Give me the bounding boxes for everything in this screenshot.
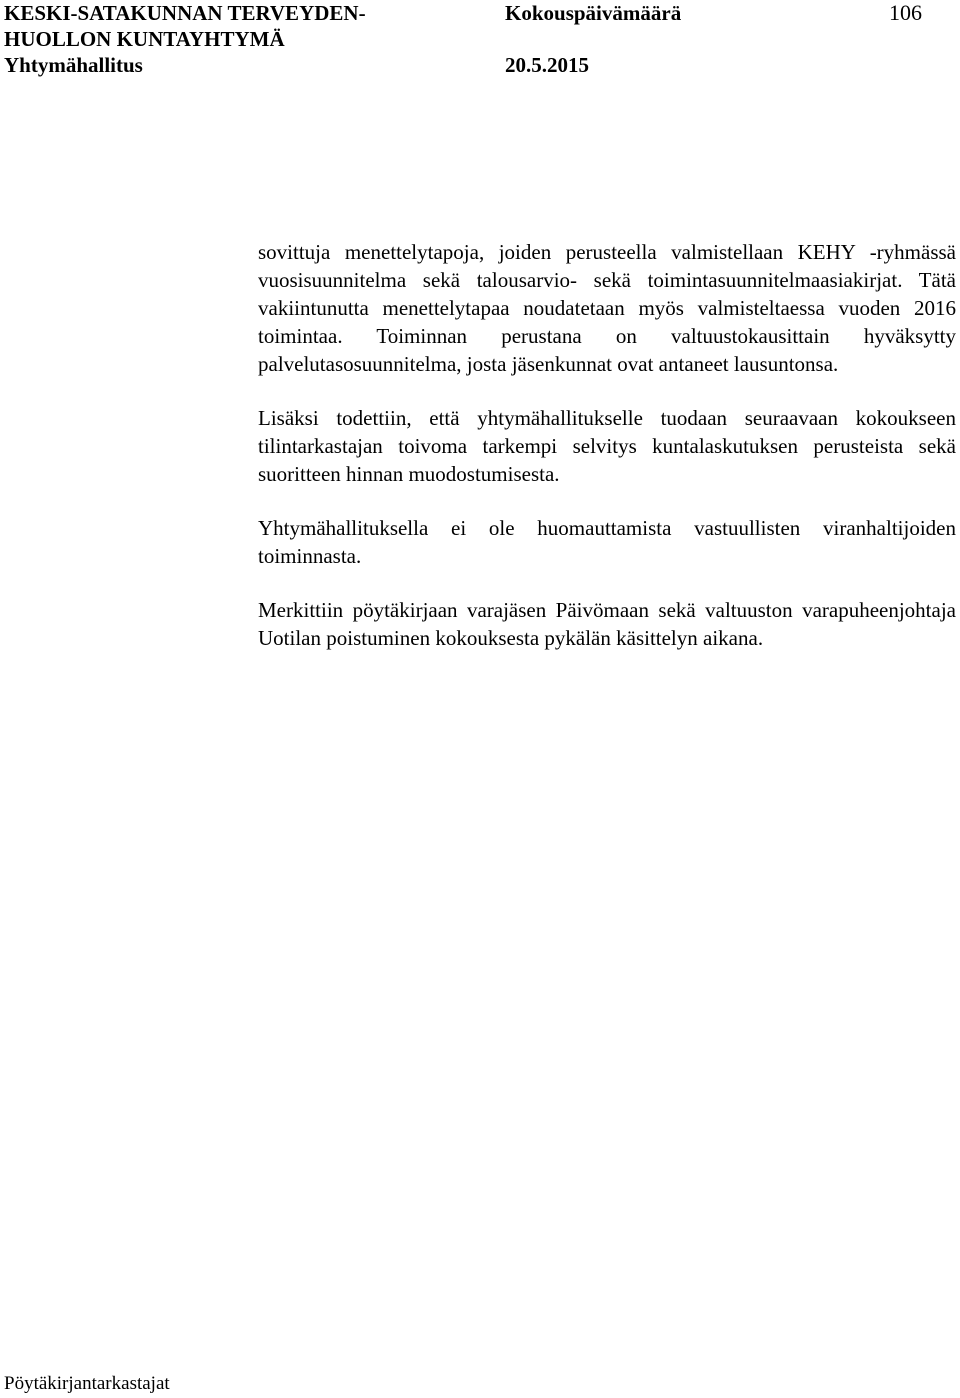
paragraph-audit-report: Lisäksi todettiin, että yhtymähallitukselle tuodaan seuraavaan kokoukseen tilintarkastajan toivoma tarkempi selvitys kuntalaskutuksen perusteista sekä suoritteen hinnan muodostumisesta. [258, 406, 956, 486]
paragraph-procedures: sovittuja menettelytapoja, joiden perusteella valmistellaan KEHY -ryhmässä vuosisuunnitelma sekä talousarvio- sekä toimintasuunnitelmaasiakirjat. Tätä vakiintunutta menettelytapaa noudatetaan myös valmisteltaessa vuoden 2016 toimintaa. Toiminnan perustana on valtuustokausittain hyväksytty palvelutasosuunnitelma, josta jäsenkunnat ovat antaneet lausuntonsa. [258, 240, 956, 376]
meeting-date-value: 20.5.2015 [505, 53, 589, 77]
body-name: Yhtymähallitus [4, 53, 143, 77]
organization-name-line2: HUOLLON KUNTAYHTYMÄ [4, 27, 285, 51]
paragraph-departures: Merkittiin pöytäkirjaan varajäsen Päivömaan sekä valtuuston varapuheenjohtaja Uotilan poistuminen kokouksesta pykälän käsittelyn aikana. [258, 598, 956, 650]
paragraph-no-remarks: Yhtymähallituksella ei ole huomauttamista vastuullisten viranhaltijoiden toiminnasta. [258, 516, 956, 568]
minutes-body [258, 238, 956, 678]
page-number: 106 [889, 0, 922, 25]
organization-name-line1: KESKI-SATAKUNNAN TERVEYDEN- [4, 1, 366, 25]
footer-minutes-checkers: Pöytäkirjantarkastajat [4, 1373, 170, 1394]
document-header [4, 0, 956, 82]
meeting-date-label: Kokouspäivämäärä [505, 1, 682, 25]
